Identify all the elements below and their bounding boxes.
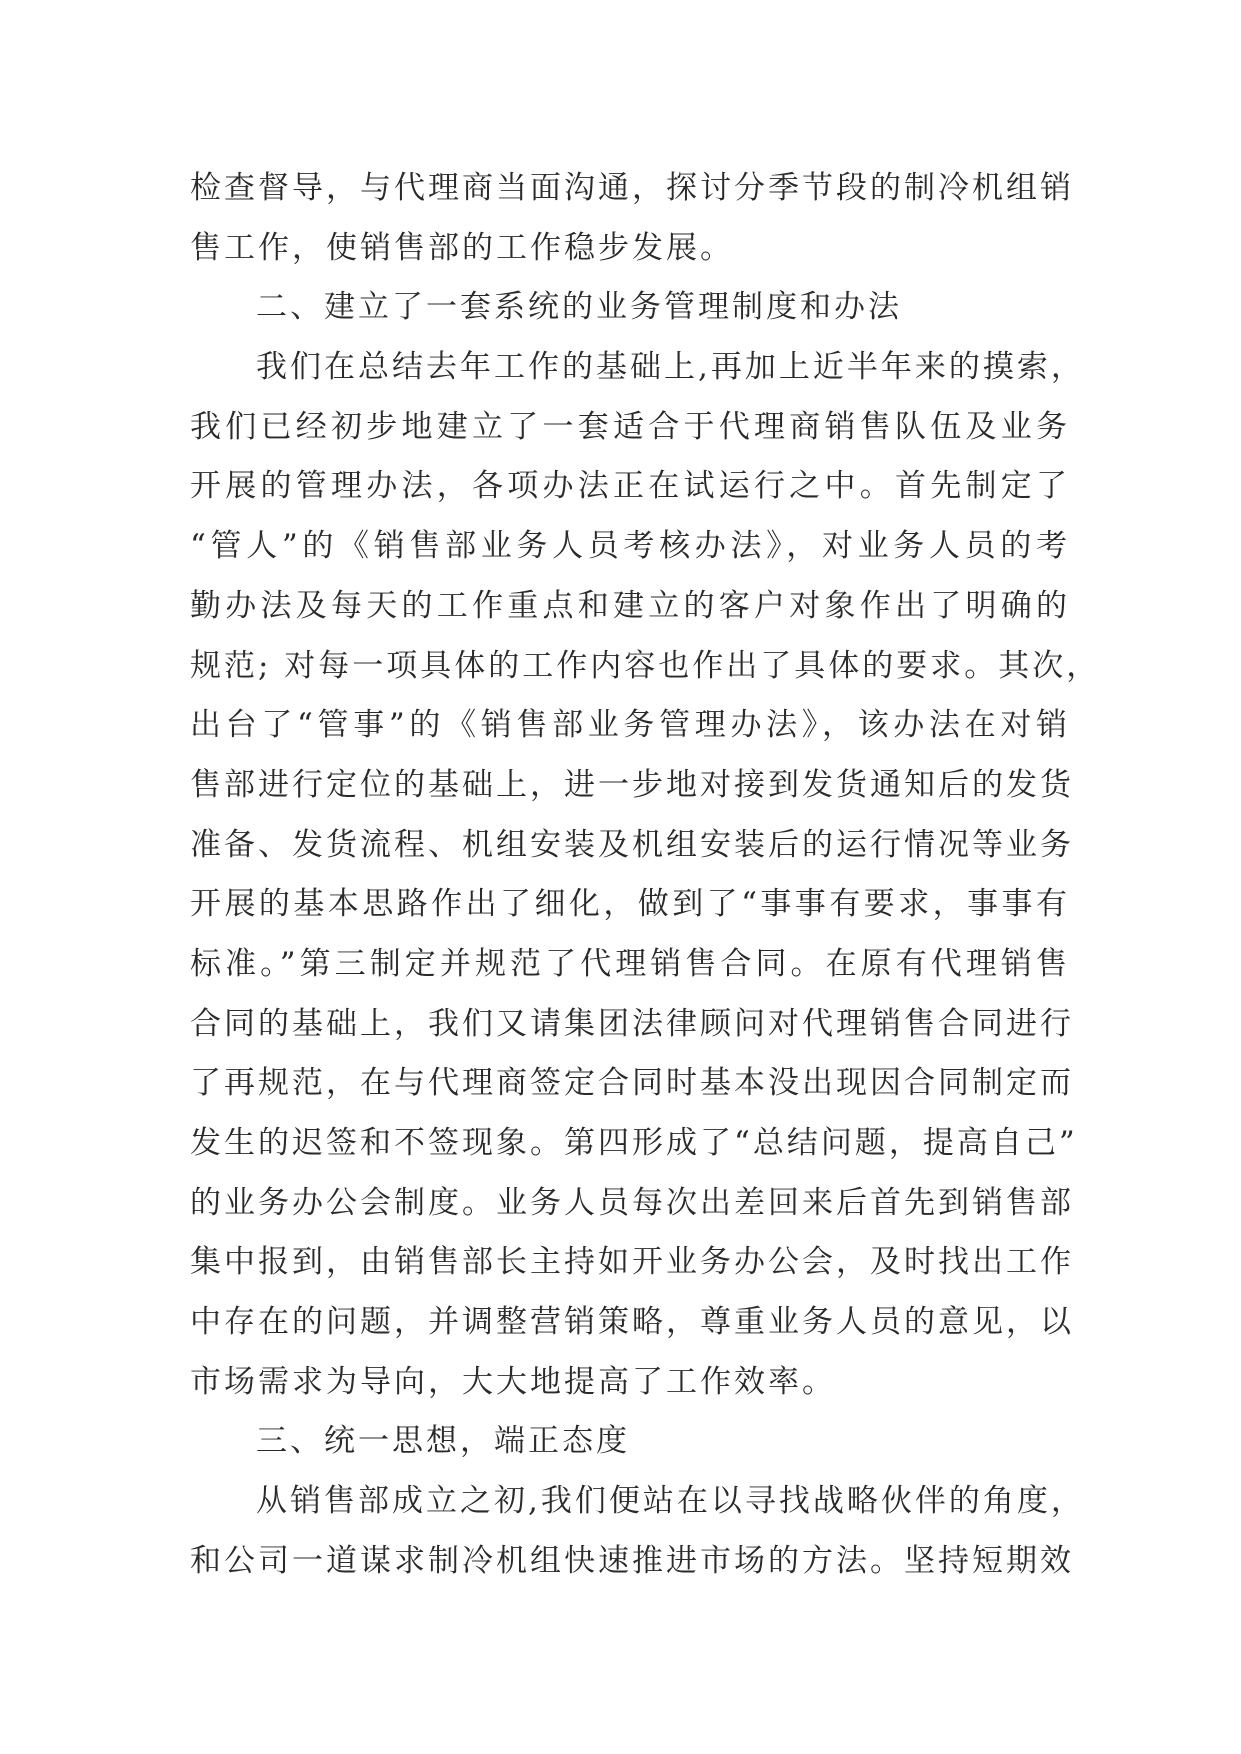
text-line: 我们在总结去年工作的基础上,再加上近半年来的摸索，: [256, 349, 1085, 386]
text-line: 出台了“管事”的《销售部业务管理办法》，该办法在对销: [190, 707, 1070, 744]
text-line: 我们已经初步地建立了一套适合于代理商销售队伍及业务: [190, 408, 1070, 445]
text-line: 开展的基本思路作出了细化，做到了“事事有要求，事事有: [190, 886, 1070, 923]
text-line: 开展的管理办法，各项办法正在试运行之中。首先制定了: [190, 468, 1070, 505]
text-line: 标准。”第三制定并规范了代理销售合同。在原有代理销售: [190, 945, 1070, 982]
text-line: 集中报到，由销售部长主持如开业务办公会，及时找出工作: [190, 1244, 1074, 1281]
text-line: 三、统一思想，端正态度: [256, 1423, 630, 1460]
text-line: “管人”的《销售部业务人员考核办法》，对业务人员的考: [190, 528, 1070, 565]
text-line: 售部进行定位的基础上，进一步地对接到发货通知后的发货: [190, 766, 1074, 803]
text-line: 售工作，使销售部的工作稳步发展。: [190, 229, 734, 266]
text-line: 发生的迟签和不签现象。第四形成了“总结问题，提高自己”: [190, 1125, 1078, 1161]
text-line: 的业务办公会制度。业务人员每次出差回来后首先到销售部: [190, 1184, 1074, 1221]
text-line: 从销售部成立之初,我们便站在以寻找战略伙伴的角度，: [256, 1483, 1085, 1520]
text-line: 市场需求为导向，大大地提高了工作效率。: [190, 1363, 836, 1400]
text-line: 和公司一道谋求制冷机组快速推进市场的方法。坚持短期效: [190, 1542, 1074, 1579]
text-line: 检查督导，与代理商当面沟通，探讨分季节段的制冷机组销: [190, 170, 1074, 206]
text-line: 二、建立了一套系统的业务管理制度和办法: [256, 289, 902, 326]
document-body: [190, 159, 1101, 1592]
text-line: 准备、发货流程、机组安装及机组安装后的运行情况等业务: [190, 826, 1074, 863]
text-line: 合同的基础上，我们又请集团法律顾问对代理销售合同进行: [190, 1005, 1074, 1042]
text-line: 规范; 对每一项具体的工作内容也作出了具体的要求。其次，: [190, 647, 1101, 684]
text-line: 勤办法及每天的工作重点和建立的客户对象作出了明确的: [190, 587, 1070, 624]
text-line: 中存在的问题，并调整营销策略，尊重业务人员的意见，以: [190, 1304, 1074, 1341]
text-line: 了再规范，在与代理商签定合同时基本没出现因合同制定而: [190, 1065, 1074, 1102]
